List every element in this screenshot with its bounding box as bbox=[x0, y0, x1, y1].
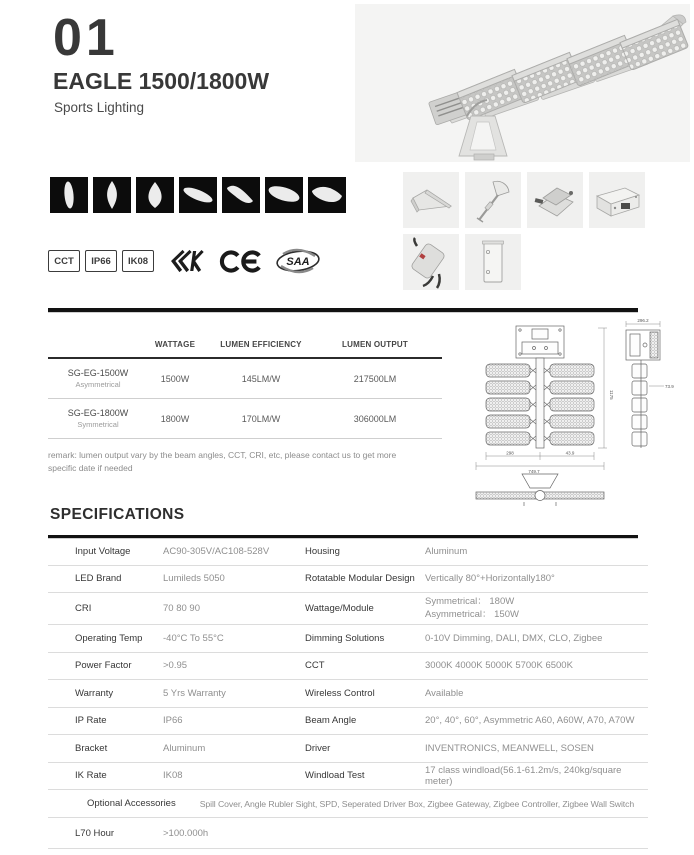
specifications-table bbox=[48, 538, 648, 849]
spec-value: 0-10V Dimming, DALI, DMX, CLO, Zigbee bbox=[425, 632, 603, 644]
model-type: Symmetrical bbox=[77, 420, 119, 429]
spec-label: IP Rate bbox=[75, 715, 107, 727]
spec-value: 3000K 4000K 5000K 5700K 6500K bbox=[425, 660, 573, 672]
saa-text: SAA bbox=[286, 256, 310, 268]
spec-value: Available bbox=[425, 687, 464, 699]
spec-value: Aluminum bbox=[163, 742, 206, 754]
spec-value: Vertically 80°+Horizontally180° bbox=[425, 573, 555, 585]
dim-left-offset: 298 bbox=[506, 450, 514, 456]
spec-row bbox=[48, 735, 648, 763]
spec-label: Optional Accessories bbox=[87, 798, 176, 809]
spec-row bbox=[48, 708, 648, 736]
spec-label: Beam Angle bbox=[305, 715, 357, 727]
spec-value-line: Symmetrical： 180W bbox=[425, 595, 515, 607]
specifications-heading: SPECIFICATIONS bbox=[50, 506, 185, 523]
spec-row bbox=[48, 818, 648, 849]
spec-label: CCT bbox=[305, 660, 325, 672]
spec-value: >0.95 bbox=[163, 660, 188, 672]
surge-protection-device-image bbox=[527, 172, 583, 228]
spill-cover-image bbox=[403, 172, 459, 228]
page-subtitle: Sports Lighting bbox=[54, 100, 145, 115]
certification-row bbox=[48, 248, 322, 274]
spec-label: Rotatable Modular Design bbox=[305, 573, 415, 585]
spot-beam-icon bbox=[93, 177, 131, 213]
product-image bbox=[355, 4, 690, 162]
spec-label: Warranty bbox=[75, 687, 114, 699]
output-value: 217500LM bbox=[353, 373, 397, 384]
spec-label: Wireless Control bbox=[305, 687, 375, 699]
wattage-value: 1800W bbox=[160, 413, 190, 424]
spec-label: Input Voltage bbox=[75, 545, 131, 557]
performance-table bbox=[48, 331, 442, 475]
performance-table-header bbox=[48, 331, 442, 359]
spec-label: Driver bbox=[305, 742, 331, 754]
technical-drawing bbox=[464, 316, 676, 514]
spec-value: 5 Yrs Warranty bbox=[163, 687, 226, 699]
spec-value: AC90-305V/AC108-528V bbox=[163, 545, 270, 557]
spec-row-accessories bbox=[48, 790, 648, 818]
spec-label: Housing bbox=[305, 545, 340, 557]
spec-label: Power Factor bbox=[75, 660, 132, 672]
spec-value: -40°C To 55°C bbox=[163, 632, 224, 644]
model-type: Asymmetrical bbox=[75, 380, 121, 389]
spec-label: L70 Hour bbox=[75, 827, 115, 839]
spec-value: Lumileds 5050 bbox=[163, 573, 225, 585]
spec-row bbox=[48, 593, 648, 625]
dim-center-offset: 43.9 bbox=[565, 450, 575, 456]
spec-value: IK08 bbox=[163, 770, 183, 782]
spec-row bbox=[48, 763, 648, 791]
spec-label: Dimming Solutions bbox=[305, 632, 385, 644]
spec-value: 20°, 40°, 60°, Asymmetric A60, A60W, A70, A70W bbox=[425, 715, 635, 727]
spec-value: IP66 bbox=[163, 715, 183, 727]
model-name: SG-EG-1500W bbox=[67, 368, 129, 378]
spec-row bbox=[48, 566, 648, 594]
section-number: 01 bbox=[53, 9, 119, 67]
asymmetric-beam-a70w-icon bbox=[308, 177, 346, 213]
dim-depth-top: 296.2 bbox=[637, 318, 649, 323]
separated-driver-box-image bbox=[589, 172, 645, 228]
spec-label: LED Brand bbox=[75, 573, 122, 585]
dim-module-depth: 73.9 bbox=[665, 384, 674, 389]
saa-logo-icon bbox=[274, 248, 322, 274]
spec-value: Spill Cover, Angle Rubler Sight, SPD, Seperated Driver Box, Zigbee Gateway, Zigbee Controller, Zigbee Wall Switch bbox=[199, 798, 635, 809]
wattage-value: 1500W bbox=[160, 373, 190, 384]
section-divider bbox=[48, 308, 638, 313]
ik08-badge: IK08 bbox=[122, 250, 154, 272]
angle-ruler-sight-image bbox=[465, 172, 521, 228]
spec-value: 70 80 90 bbox=[163, 603, 200, 614]
floodlight-illustration bbox=[355, 4, 690, 162]
spec-label: Operating Temp bbox=[75, 632, 143, 644]
wattage-header: WATTAGE bbox=[154, 339, 196, 349]
efficiency-value: 170LM/W bbox=[241, 413, 281, 424]
spec-row bbox=[48, 680, 648, 708]
spec-value-line: Asymmetrical： 150W bbox=[425, 608, 519, 620]
table-row bbox=[48, 359, 442, 399]
spec-value: Aluminum bbox=[425, 545, 468, 557]
asymmetric-beam-a60-icon bbox=[179, 177, 217, 213]
spec-label: CRI bbox=[75, 603, 92, 614]
output-header: LUMEN OUTPUT bbox=[342, 339, 408, 349]
spec-label: IK Rate bbox=[75, 770, 107, 782]
efficiency-header: LUMEN EFFICIENCY bbox=[220, 339, 302, 349]
spec-label: Wattage/Module bbox=[305, 603, 374, 614]
spec-value: 17 class windload(56.1-61.2m/s, 240kg/square meter) bbox=[425, 764, 622, 787]
spec-value: INVENTRONICS, MEANWELL, SOSEN bbox=[425, 742, 594, 754]
spec-value bbox=[425, 596, 648, 622]
asymmetric-beam-a60w-icon bbox=[222, 177, 260, 213]
spec-row bbox=[48, 625, 648, 653]
wide-drop-beam-icon bbox=[136, 177, 174, 213]
dim-width: 749.7 bbox=[528, 469, 540, 474]
spec-value: >100.000h bbox=[163, 827, 209, 839]
zigbee-controller-image bbox=[403, 234, 459, 290]
accessories-grid bbox=[403, 172, 649, 290]
dim-height: 1175 bbox=[609, 390, 614, 400]
enec-logo-icon bbox=[170, 248, 206, 274]
spec-label: Bracket bbox=[75, 742, 108, 754]
asymmetric-beam-a70-icon bbox=[265, 177, 303, 213]
spec-row bbox=[48, 653, 648, 681]
cct-badge: CCT bbox=[48, 250, 80, 272]
narrow-spot-beam-icon bbox=[50, 177, 88, 213]
model-name: SG-EG-1800W bbox=[67, 408, 129, 418]
efficiency-value: 145LM/W bbox=[241, 373, 281, 384]
output-value: 306000LM bbox=[353, 413, 397, 424]
spec-label: Windload Test bbox=[305, 770, 365, 782]
ip66-badge: IP66 bbox=[85, 250, 117, 272]
table-remark: remark: lumen output vary by the beam angles, CCT, CRI, etc, please contact us to get more specific date if needed bbox=[48, 450, 397, 474]
page-title: EAGLE 1500/1800W bbox=[53, 68, 270, 94]
zigbee-wall-switch-image bbox=[465, 234, 521, 290]
beam-pattern-row bbox=[50, 177, 346, 213]
ce-logo-icon bbox=[217, 249, 263, 274]
table-row bbox=[48, 399, 442, 439]
spec-row bbox=[48, 538, 648, 566]
